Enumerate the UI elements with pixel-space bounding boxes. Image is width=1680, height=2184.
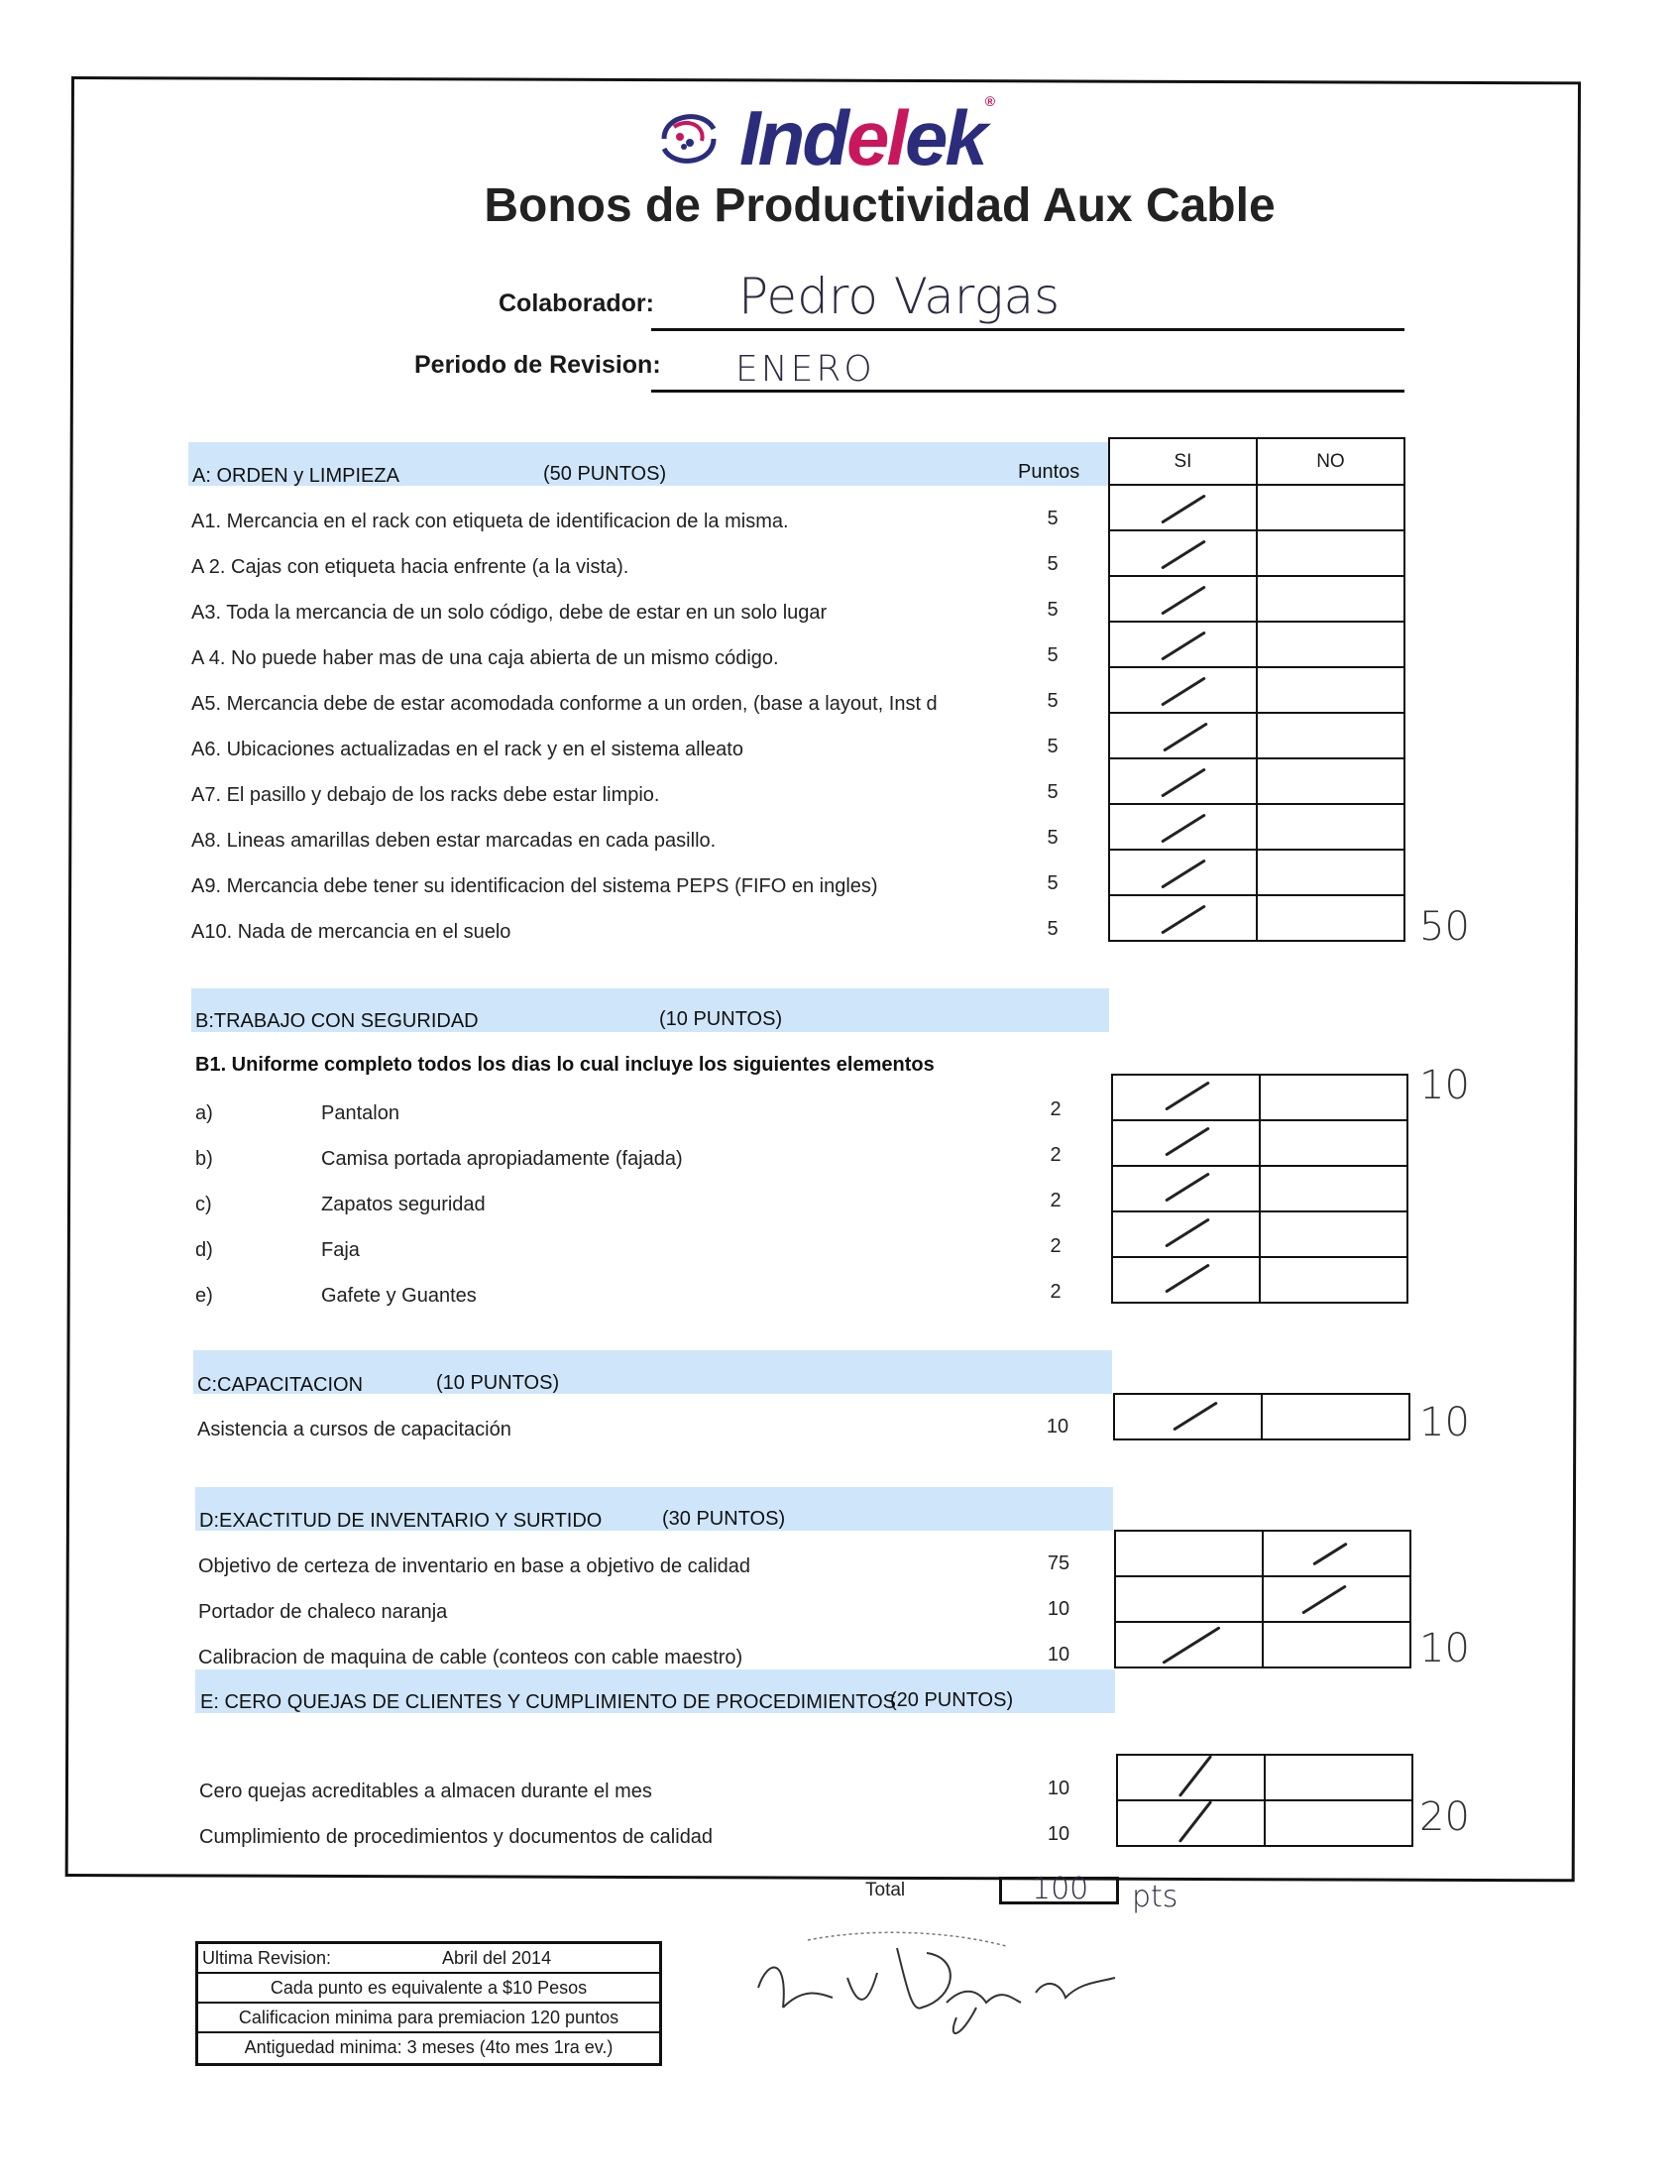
section-c-title: C:CAPACITACION: [197, 1374, 364, 1396]
d1-text: Objetivo de certeza de inventario en base a objetivo de calidad: [198, 1555, 751, 1577]
c1-text: Asistencia a cursos de capacitación: [197, 1419, 511, 1440]
section-b-points: (10 PUNTOS): [659, 1008, 783, 1030]
a5-points: 5: [1047, 690, 1059, 712]
section-e-title: E: CERO QUEJAS DE CLIENTES Y CUMPLIMIENTO DE PROCEDIMIENTOS: [200, 1691, 896, 1713]
d2-no-cell[interactable]: [1263, 1576, 1410, 1622]
section-b-handwritten-score: 10: [1419, 1063, 1470, 1108]
b-c-text: Zapatos seguridad: [321, 1194, 486, 1215]
column-header-si: SI: [1109, 438, 1257, 485]
section-b-subtitle: B1. Uniforme completo todos los dias lo cual incluye los siguientes elementos: [195, 1054, 935, 1076]
e1-points: 10: [1047, 1778, 1070, 1799]
page-title: Bonos de Productividad Aux Cable: [484, 179, 1276, 232]
section-e-grid: [1116, 1754, 1413, 1847]
b-b-no-cell[interactable]: [1260, 1120, 1407, 1166]
footer-line-3: Calificacion minima para premiacion 120 puntos: [198, 2004, 659, 2033]
total-value: 100: [1032, 1872, 1089, 1906]
section-a-title: A: ORDEN y LIMPIEZA: [192, 465, 399, 487]
b-b-text: Camisa portada apropiadamente (fajada): [321, 1148, 683, 1170]
d2-text: Portador de chaleco naranja: [198, 1601, 448, 1623]
b-c-letter: c): [195, 1194, 212, 1215]
b-b-letter: b): [195, 1148, 213, 1170]
b-e-letter: e): [195, 1285, 213, 1307]
a1-points: 5: [1047, 508, 1059, 529]
collaborator-underline: [651, 328, 1404, 331]
period-underline: [651, 390, 1404, 393]
period-label: Periodo de Revision:: [414, 351, 661, 379]
total-box[interactable]: [999, 1872, 1119, 1906]
d1-si-cell[interactable]: [1115, 1531, 1263, 1576]
section-c-grid: [1113, 1393, 1410, 1440]
a10-points: 5: [1047, 918, 1059, 940]
a7-no-cell[interactable]: [1257, 758, 1404, 804]
section-d-grid: [1114, 1530, 1411, 1668]
a10-no-cell[interactable]: [1257, 895, 1404, 941]
a3-points: 5: [1047, 599, 1059, 621]
a4-points: 5: [1047, 644, 1059, 666]
footer-revision-row: [198, 1944, 659, 1974]
b-a-letter: a): [195, 1102, 213, 1124]
period-value: ENERO: [735, 349, 875, 390]
total-label: Total: [865, 1880, 906, 1900]
a2-points: 5: [1047, 553, 1059, 575]
b-c-points: 2: [1050, 1190, 1062, 1211]
a6-text: A6. Ubicaciones actualizadas en el rack y en el sistema alleato: [191, 739, 743, 760]
e2-points: 10: [1047, 1823, 1070, 1845]
section-c-points: (10 PUNTOS): [436, 1372, 560, 1394]
d1-no-cell[interactable]: [1263, 1531, 1410, 1576]
a9-points: 5: [1047, 872, 1059, 894]
d2-points: 10: [1047, 1598, 1070, 1620]
section-d-handwritten-score: 10: [1419, 1626, 1470, 1671]
a3-no-cell[interactable]: [1257, 576, 1404, 622]
section-e-points: (20 PUNTOS): [890, 1689, 1014, 1711]
logo-swirl-icon: [644, 99, 733, 178]
footer-line-2: Cada punto es equivalente a $10 Pesos: [198, 1974, 659, 2004]
a3-text: A3. Toda la mercancia de un solo código, debe de estar en un solo lugar: [191, 602, 828, 624]
d3-points: 10: [1047, 1644, 1070, 1666]
section-a-points: (50 PUNTOS): [543, 463, 667, 485]
a9-no-cell[interactable]: [1257, 850, 1404, 895]
c1-no-cell[interactable]: [1262, 1394, 1409, 1439]
b-a-no-cell[interactable]: [1260, 1075, 1407, 1120]
a8-no-cell[interactable]: [1257, 804, 1404, 850]
b-e-text: Gafete y Guantes: [321, 1285, 477, 1307]
section-e-handwritten-score: 20: [1419, 1794, 1470, 1840]
d1-points: 75: [1047, 1552, 1070, 1574]
b-a-points: 2: [1050, 1098, 1062, 1120]
section-a-handwritten-score: 50: [1419, 904, 1470, 950]
section-b-title: B:TRABAJO CON SEGURIDAD: [195, 1010, 479, 1032]
a5-text: A5. Mercancia debe de estar acomodada conforme a un orden, (base a layout, Inst d: [191, 693, 938, 715]
section-d-points: (30 PUNTOS): [662, 1508, 786, 1530]
e1-text: Cero quejas acreditables a almacen durante el mes: [199, 1781, 652, 1802]
a9-text: A9. Mercancia debe tener su identificacion del sistema PEPS (FIFO en ingles): [191, 875, 878, 897]
e2-text: Cumplimiento de procedimientos y documentos de calidad: [199, 1826, 714, 1848]
collaborator-label: Colaborador:: [499, 289, 654, 317]
d2-si-cell[interactable]: [1115, 1576, 1263, 1622]
footer-revision-value: Abril del 2014: [442, 1948, 552, 1968]
section-b-grid: [1111, 1074, 1408, 1304]
b-c-no-cell[interactable]: [1260, 1166, 1407, 1211]
c1-si-cell[interactable]: [1114, 1394, 1262, 1439]
section-c-handwritten-score: 10: [1419, 1400, 1470, 1445]
b-e-points: 2: [1050, 1281, 1062, 1303]
a4-text: A 4. No puede haber mas de una caja abierta de un mismo código.: [191, 647, 779, 669]
a4-no-cell[interactable]: [1257, 622, 1404, 667]
a7-points: 5: [1047, 781, 1059, 803]
a8-text: A8. Lineas amarillas deben estar marcadas en cada pasillo.: [191, 830, 717, 852]
b-d-points: 2: [1050, 1235, 1062, 1257]
a6-points: 5: [1047, 736, 1059, 757]
b-a-text: Pantalon: [321, 1102, 399, 1124]
section-d-title: D:EXACTITUD DE INVENTARIO Y SURTIDO: [199, 1510, 603, 1532]
a2-text: A 2. Cajas con etiqueta hacia enfrente (a la vista).: [191, 556, 629, 578]
column-header-no: NO: [1257, 438, 1404, 485]
footer-line-4: Antiguedad minima: 3 meses (4to mes 1ra ev.): [244, 2037, 614, 2057]
a8-points: 5: [1047, 827, 1059, 849]
c1-points: 10: [1046, 1416, 1069, 1437]
footer-info-box: [195, 1941, 662, 2066]
section-a-grid: [1108, 437, 1405, 942]
indelek-logo: [644, 93, 1061, 181]
logo-wordmark: Indelek®: [739, 93, 993, 181]
footer-revision-label: Ultima Revision:: [202, 1948, 332, 1968]
b-d-letter: d): [195, 1239, 213, 1261]
a7-text: A7. El pasillo y debajo de los racks debe estar limpio.: [191, 784, 660, 806]
a6-no-cell[interactable]: [1257, 713, 1404, 758]
b-e-no-cell[interactable]: [1260, 1257, 1407, 1303]
d3-text: Calibracion de maquina de cable (conteos con cable maestro): [198, 1647, 743, 1668]
a1-no-cell[interactable]: [1257, 485, 1404, 530]
b-d-no-cell[interactable]: [1260, 1211, 1407, 1257]
total-unit: pts: [1132, 1880, 1178, 1914]
a5-no-cell[interactable]: [1257, 667, 1404, 713]
column-header-points: Puntos: [1018, 461, 1080, 483]
b-d-text: Faja: [321, 1239, 360, 1261]
a2-no-cell[interactable]: [1257, 530, 1404, 576]
d3-no-cell[interactable]: [1263, 1622, 1410, 1667]
signature: [748, 1918, 1165, 2057]
b-b-points: 2: [1050, 1144, 1062, 1166]
e2-no-cell[interactable]: [1265, 1800, 1412, 1846]
collaborator-value: Pedro Vargas: [738, 268, 1061, 325]
a10-text: A10. Nada de mercancia en el suelo: [191, 921, 511, 943]
a1-text: A1. Mercancia en el rack con etiqueta de identificacion de la misma.: [191, 511, 789, 532]
e1-no-cell[interactable]: [1265, 1755, 1412, 1800]
